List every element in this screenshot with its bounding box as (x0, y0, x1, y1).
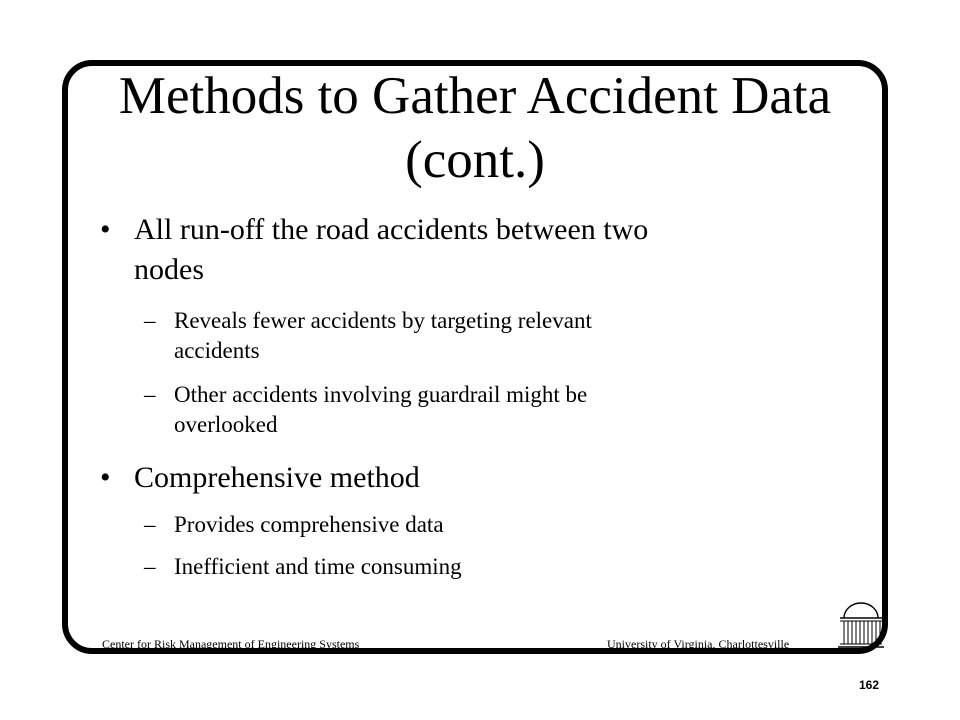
bullet-item (100, 210, 820, 290)
sub-bullet-item (100, 552, 820, 582)
sub-bullet-item (100, 510, 820, 540)
bullet-text-continued: nodes (134, 253, 204, 286)
sub-bullet-item (100, 380, 820, 440)
bullet-list (100, 210, 820, 582)
dash-icon: – (144, 382, 156, 407)
page-number: 162 (859, 678, 880, 692)
sub-bullet-text: Other accidents involving guardrail might be (174, 382, 588, 407)
bullet-icon: • (100, 213, 111, 246)
sub-bullet-item (100, 306, 820, 366)
sub-bullet-text: Provides comprehensive data (174, 512, 444, 537)
rotunda-logo-icon (834, 600, 888, 650)
footer-right-text: University of Virginia, Charlottesville (607, 637, 790, 651)
bullet-text: Comprehensive method (134, 461, 420, 494)
sub-bullet-text: Inefficient and time consuming (174, 554, 462, 579)
title-line-1: Methods to Gather Accident Data (118, 67, 832, 125)
bullet-item (100, 458, 820, 498)
sub-bullet-text-continued: overlooked (174, 412, 278, 437)
sub-bullet-text-continued: accidents (174, 338, 260, 363)
footer-left-text: Center for Risk Management of Engineering Systems (102, 637, 360, 651)
bullet-icon: • (100, 461, 111, 494)
slide-title (62, 64, 888, 192)
dash-icon: – (144, 512, 156, 537)
dash-icon: – (144, 308, 156, 333)
title-line-2: (cont.) (405, 131, 545, 189)
dash-icon: – (144, 554, 156, 579)
sub-bullet-text: Reveals fewer accidents by targeting relevant (174, 308, 592, 333)
bullet-text: All run-off the road accidents between two (134, 213, 649, 246)
